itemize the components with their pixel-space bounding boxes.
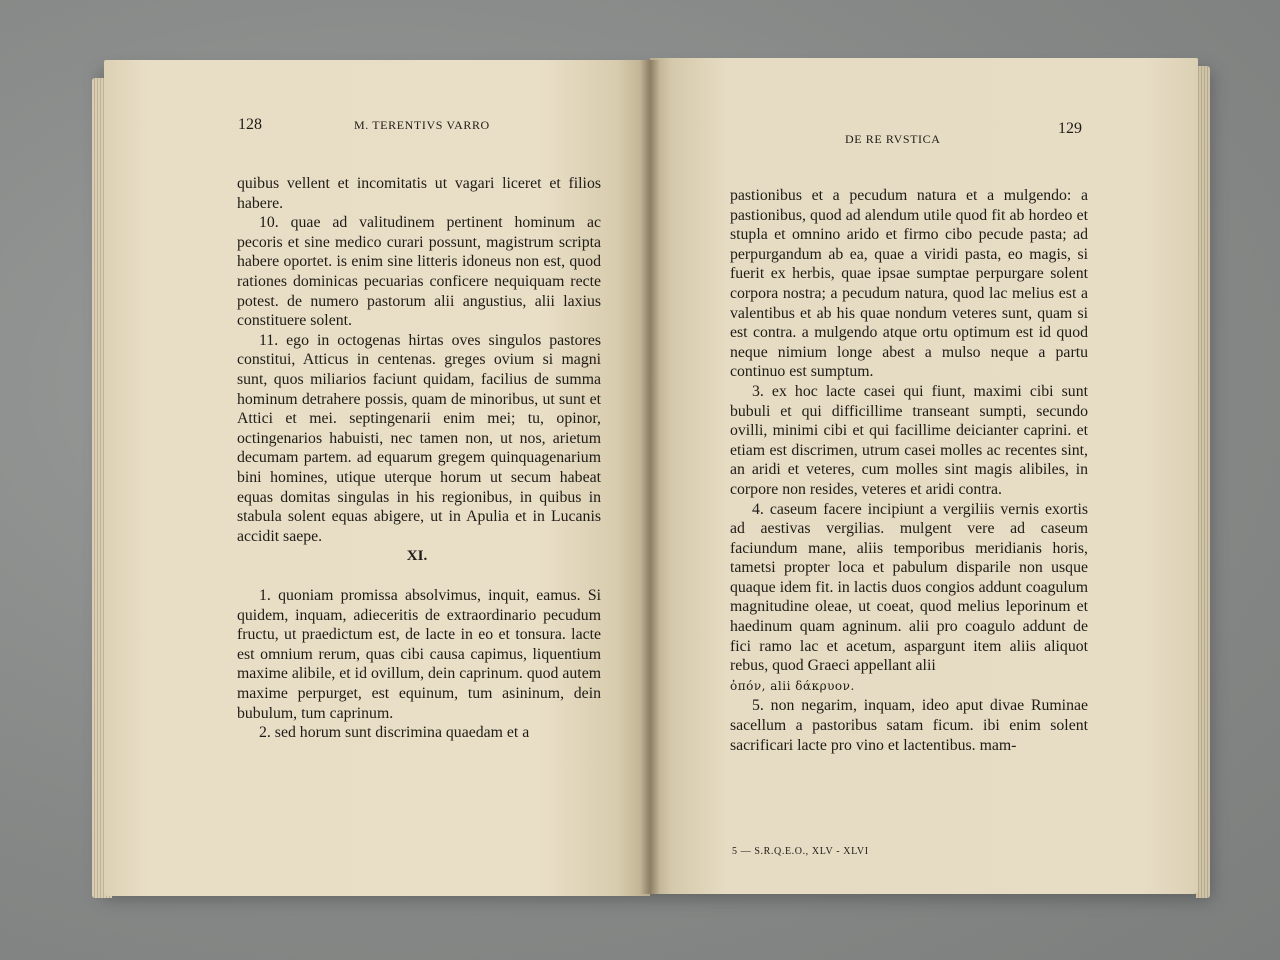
signature-mark: 5 — S.R.Q.E.O., XLV - XLVI (732, 846, 869, 857)
left-paragraph-xi-1: 1. quoniam promissa absolvimus, inquit, eamus. Si quidem, inquam, adieceritis de extraordinario pecudum fructu, ut praedictum est, de lacte in eo et tonsura. lacte est omnium rerum, quas cibi causa capimus, liquentium maxime alibile, et id ovillum, dein caprinum. quod autem maxime perpurget, est equinum, tum asininum, dein bubulum, tum caprinum. (237, 587, 601, 722)
greek-words: ὀπόν, alii δάκρυον. (730, 678, 855, 693)
right-running-head: DE RE RVSTICA (845, 132, 941, 146)
section-heading-xi: XI. (406, 548, 428, 564)
left-paragraph-0: quibus vellent et incomitatis ut vagari liceret et filios habere. (237, 175, 601, 212)
right-paragraph-0: pastionibus et a pecudum natura et a mulgendo: a pastionibus, quod ad alendum utile quod fit ab hordeo et stupla et omnino arido et firmo cibo pecude pasta; ad perpurgandum ab ea, quae a viridi pasta, eo magis, si fuerit ex herbis, quae ipsae sumptae perpurgare solent corpora nostra; a pecudum natura, quod lac melius est a valentibus et ab his quae nondum veteres sunt, quam si est contra. a mulgendo atque ortu optimum est id quod neque nimium longe abest a mulso neque a partu continuo est sumptum. (730, 187, 1088, 381)
left-paragraph-xi-2: 2. sed horum sunt discrimina quaedam et a (259, 724, 530, 742)
right-paragraph-3: 3. ex hoc lacte casei qui fiunt, maximi cibi sunt bubuli et qui difficillime transeant sumpti, secundo ovilli, minimi cibi et qui facillime deicianter caprini. et etiam est discrimen, utrum casei molles ac recentes sint, an aridi et veteres, cum molles sint magis alibiles, in corpore non resides, veteres et aridi contra. (730, 382, 1088, 498)
left-text-block-2 (237, 586, 601, 743)
book-gutter (640, 60, 660, 894)
right-paragraph-4: 4. caseum facere incipiunt a vergiliis vernis exortis ad aestivas vergilias. mulgent vere ad caseum faciundum mane, aliis temporibus meridianis horis, tametsi propter loca et pabulum disparile non usque quaque idem fit. in lactis duos congios addunt coagulum magnitudine oleae, ut coeat, quod melius leporinum et haedinum quam agninum. alii pro coagulo addunt de fici ramo lac et acetum, aspargunt item aliis aliquot rebus, quod Graeci appellant alii (730, 500, 1088, 675)
left-running-head: M. TERENTIVS VARRO (354, 118, 490, 132)
left-page (104, 60, 650, 896)
right-page-number: 129 (1058, 120, 1082, 137)
right-page (650, 58, 1198, 894)
page-edges-right (1196, 66, 1210, 898)
right-paragraph-5: 5. non negarim, inquam, ideo aput divae Ruminae sacellum a pastoribus satam ficum. ibi enim solent sacrificari lacte pro vino et lactentibus. mam- (730, 697, 1088, 754)
left-text-block (237, 174, 601, 546)
left-paragraph-11: 11. ego in octogenas hirtas oves singulos pastores constitui, Atticus in centenas. greges ovium si magni sunt, quos miliarios faciunt quidam, facilius de summa hominum detrahere possis, quam de minoribus, ut sunt et Attici et mei. septingenarii enim mei; tu, opinor, octingenarios habuisti, nec tamen non, ut nos, arietum decumam partem. ad equarum gregem quinquagenarium bini homines, utique uterque horum ut secum habeat equas domitas singulas in his regionibus, in quibus in stabula solent equas abigere, ut in Apulia et in Lucanis accidit saepe. (237, 331, 601, 545)
left-page-number: 128 (238, 116, 262, 133)
right-text-block (730, 186, 1088, 755)
right-greek-line (730, 676, 1088, 697)
left-paragraph-10: 10. quae ad valitudinem pertinent hominum ac pecoris et sine medico curari possunt, magistrum scripta habere oportet. is enim sine litteris idoneus non est, quod rationes dominicas pecuarias conficere nequiquam recte potest. de numero pastorum alii angustius, alii laxius constituere solent. (237, 214, 601, 330)
